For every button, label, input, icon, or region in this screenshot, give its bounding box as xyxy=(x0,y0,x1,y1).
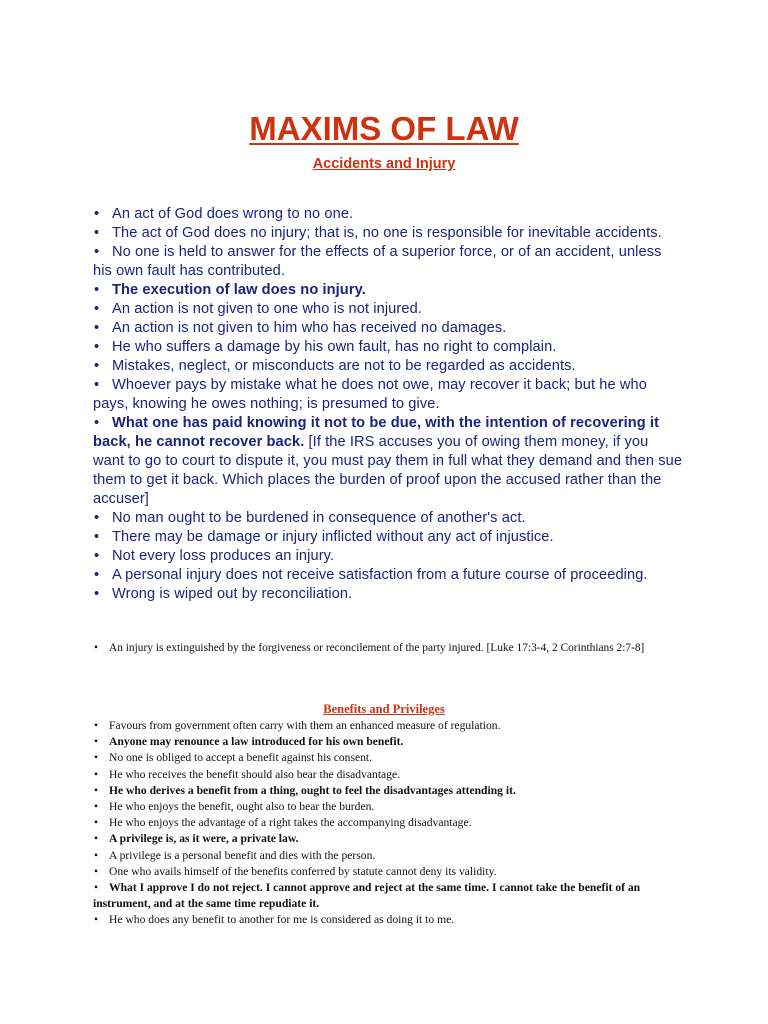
bullet-icon: • xyxy=(94,864,99,878)
list-item-text: No one is held to answer for the effects of a superior force, or of an accident, unless his own fault has contributed. xyxy=(93,244,662,279)
list-item xyxy=(93,547,683,566)
list-item xyxy=(93,848,678,864)
list-item-text: There may be damage or injury inflicted without any act of injustice. xyxy=(112,529,554,545)
list-item xyxy=(93,815,678,831)
list-item xyxy=(93,224,683,243)
list-item-text: An injury is extinguished by the forgiveness or reconcilement of the party injured. [Luke 17:3-4, 2 Corinthians 2:7-8] xyxy=(109,642,645,654)
list-item-text: An action is not given to him who has received no damages. xyxy=(112,320,507,336)
bullet-icon: • xyxy=(94,800,99,814)
bullet-icon: • xyxy=(94,548,100,564)
bullet-icon: • xyxy=(94,358,100,374)
list-item xyxy=(93,799,678,815)
list-item-text: Mistakes, neglect, or misconducts are not to be regarded as accidents. xyxy=(112,358,576,374)
list-item xyxy=(93,734,678,750)
list-item xyxy=(93,718,678,734)
bullet-icon: • xyxy=(94,735,99,749)
bullet-icon: • xyxy=(94,881,99,895)
list-item xyxy=(93,243,683,281)
list-item-text: Whoever pays by mistake what he does not owe, may recover it back; but he who pays, knowing he owes nothing; is presumed to give. xyxy=(93,377,647,412)
list-item-text: He who enjoys the advantage of a right takes the accompanying disadvantage. xyxy=(109,816,472,830)
bullet-icon: • xyxy=(94,320,100,336)
bullet-icon: • xyxy=(94,301,100,317)
bullet-icon: • xyxy=(94,719,99,732)
accidents-maxims-list xyxy=(93,205,683,604)
bullet-icon: • xyxy=(94,244,100,260)
list-item-text: No man ought to be burdened in consequence of another's act. xyxy=(112,510,526,526)
list-item xyxy=(93,767,678,783)
list-item-text: A personal injury does not receive satisfaction from a future course of proceeding. xyxy=(112,567,648,583)
list-item xyxy=(93,528,683,547)
accidents-note-list xyxy=(93,641,678,657)
bullet-icon: • xyxy=(94,913,99,927)
list-item xyxy=(93,281,683,300)
list-item xyxy=(93,783,678,799)
bullet-icon: • xyxy=(94,642,98,654)
list-item-text: An action is not given to one who is not injured. xyxy=(112,301,422,317)
list-item-text: Not every loss produces an injury. xyxy=(112,548,335,564)
list-item xyxy=(93,414,683,509)
list-item xyxy=(93,357,683,376)
benefits-maxims-list xyxy=(93,718,678,929)
bullet-icon: • xyxy=(94,225,100,241)
list-item xyxy=(93,831,678,847)
list-item-text: What I approve I do not reject. I cannot approve and reject at the same time. I cannot take the benefit of an instrument, and at the same time repudiate it. xyxy=(93,881,641,911)
list-item-commentary: [If the IRS accuses you of owing them money, if you want to go to court to dispute it, you must pay them in full what they demand and then sue them to get it back. Which places the burden of proof upon the accused rather than the accuser] xyxy=(93,434,683,507)
bullet-icon: • xyxy=(94,510,100,526)
bullet-icon: • xyxy=(94,377,100,393)
list-item xyxy=(93,585,683,604)
list-item-text: He who enjoys the benefit, ought also to bear the burden. xyxy=(109,800,375,814)
list-item-text: A privilege is, as it were, a private law. xyxy=(109,832,299,846)
list-item-text: An act of God does wrong to no one. xyxy=(112,206,354,222)
list-item-text: He who receives the benefit should also bear the disadvantage. xyxy=(109,767,401,781)
list-item-text: One who avails himself of the benefits conferred by statute cannot deny its validity. xyxy=(109,864,497,878)
list-item xyxy=(93,864,678,880)
bullet-icon: • xyxy=(94,586,100,602)
section-heading-accidents: Accidents and Injury xyxy=(312,156,456,172)
list-item xyxy=(93,509,683,528)
list-item xyxy=(93,641,678,657)
bullet-icon: • xyxy=(94,848,99,862)
list-item-text: Favours from government often carry with them an enhanced measure of regulation. xyxy=(109,719,501,732)
bullet-icon: • xyxy=(94,282,100,298)
bullet-icon: • xyxy=(94,339,100,355)
list-item xyxy=(93,300,683,319)
list-item-text: Anyone may renounce a law introduced for his own benefit. xyxy=(109,735,404,749)
list-item-text: The act of God does no injury; that is, no one is responsible for inevitable accidents. xyxy=(112,225,662,241)
list-item xyxy=(93,205,683,224)
list-item-text: No one is obliged to accept a benefit against his consent. xyxy=(109,751,373,765)
list-item-text: A privilege is a personal benefit and dies with the person. xyxy=(109,848,376,862)
list-item xyxy=(93,338,683,357)
list-item xyxy=(93,376,683,414)
bullet-icon: • xyxy=(94,529,100,545)
bullet-icon: • xyxy=(94,751,99,765)
bullet-icon: • xyxy=(94,567,100,583)
list-item xyxy=(93,912,678,928)
list-item-text: He who suffers a damage by his own fault, has no right to complain. xyxy=(112,339,557,355)
bullet-icon: • xyxy=(94,415,100,431)
list-item xyxy=(93,319,683,338)
list-item-text: Wrong is wiped out by reconciliation. xyxy=(112,586,353,602)
bullet-icon: • xyxy=(94,816,99,830)
list-item-text: What one has paid knowing it not to be due, with the intention of recovering it back, he cannot recover back. xyxy=(93,415,660,450)
section-heading-benefits: Benefits and Privileges xyxy=(323,702,445,716)
page-title: MAXIMS OF LAW xyxy=(249,110,519,147)
bullet-icon: • xyxy=(94,767,99,781)
list-item xyxy=(93,566,683,585)
bullet-icon: • xyxy=(94,832,99,846)
bullet-icon: • xyxy=(94,783,99,797)
list-item xyxy=(93,880,678,912)
bullet-icon: • xyxy=(94,206,100,222)
list-item-text: He who derives a benefit from a thing, ought to feel the disadvantages attending it. xyxy=(109,783,516,797)
list-item-text: He who does any benefit to another for me is considered as doing it to me. xyxy=(109,913,455,927)
list-item-text: The execution of law does no injury. xyxy=(112,282,366,298)
list-item xyxy=(93,750,678,766)
